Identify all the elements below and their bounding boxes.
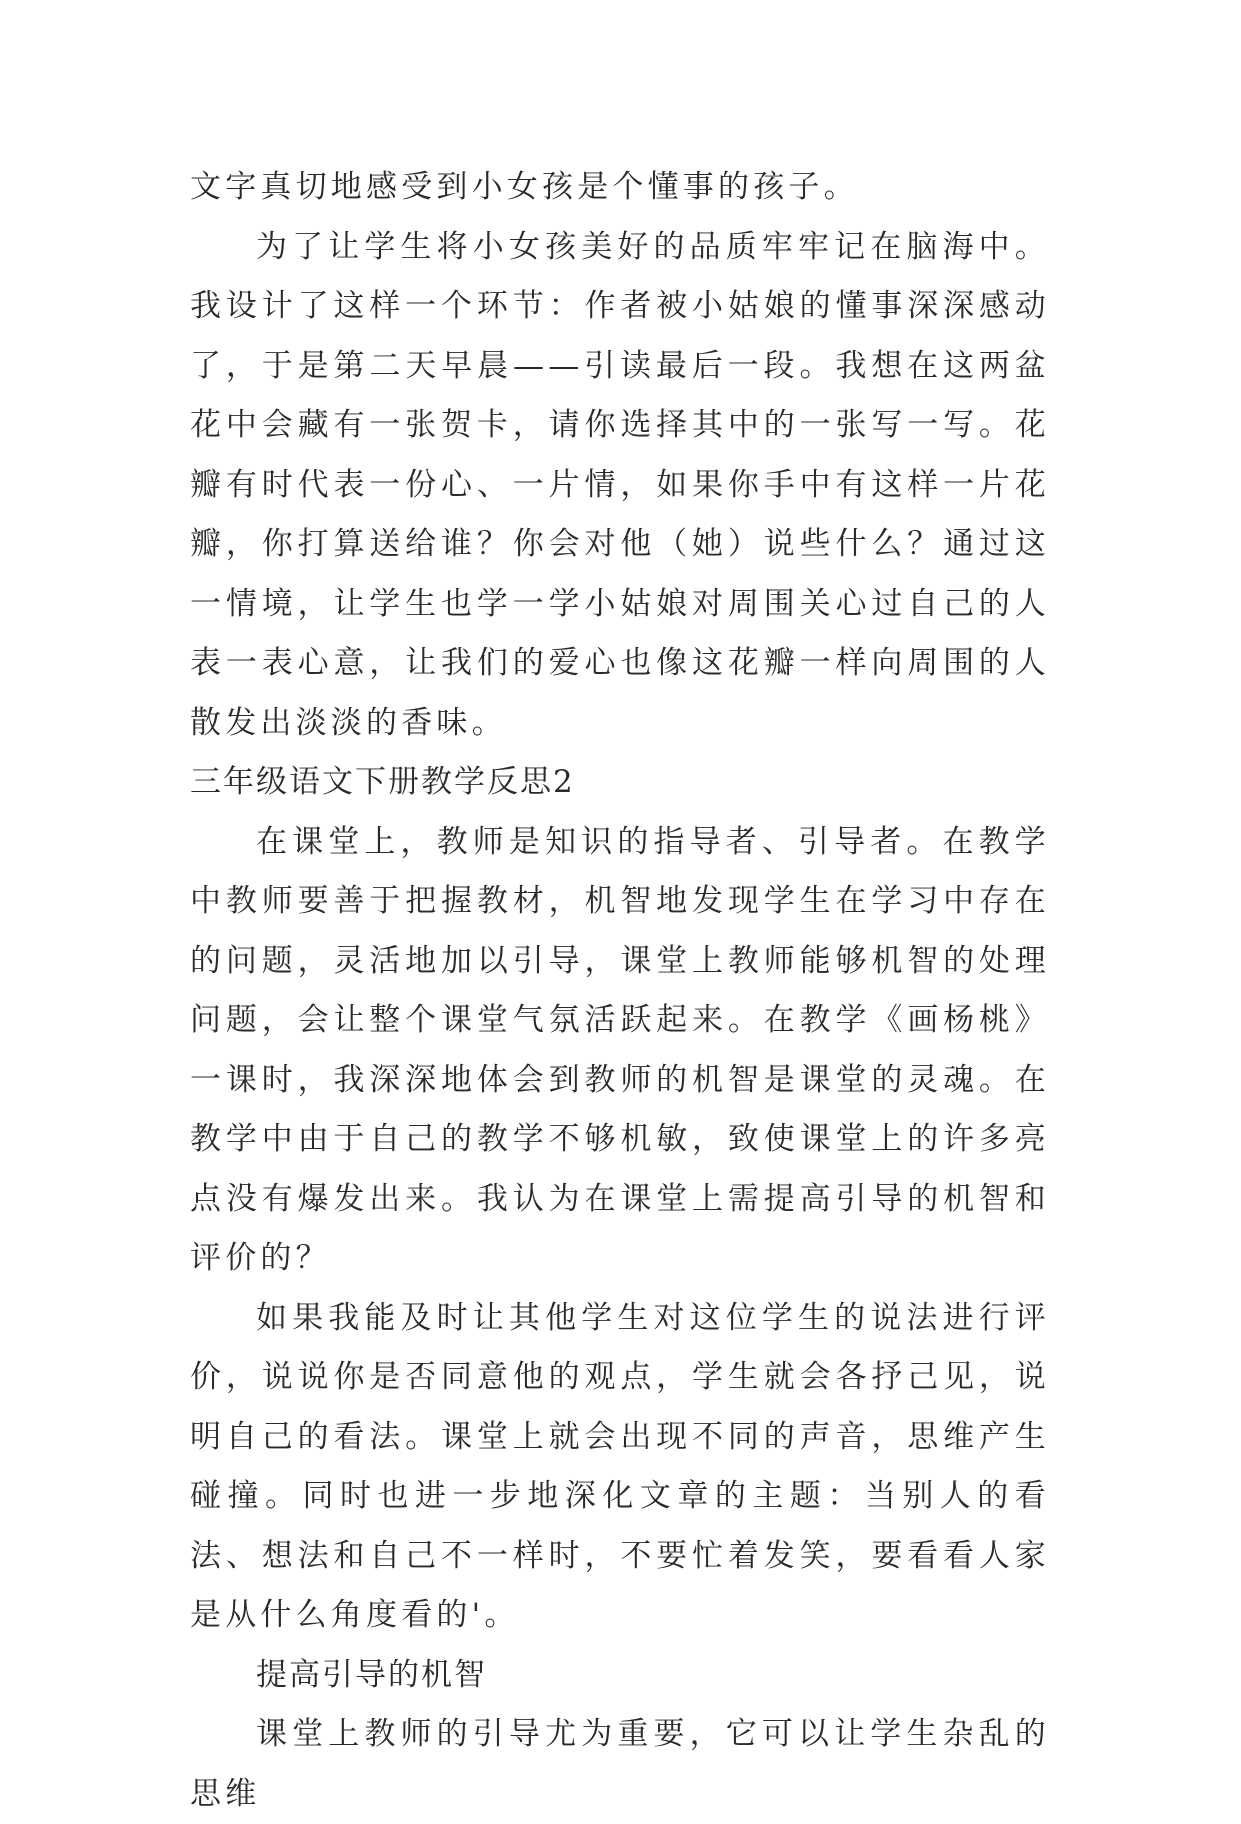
sub-heading: 提高引导的机智 [256, 1656, 487, 1693]
paragraph-body: 在课堂上，教师是知识的指导者、引导者。在教学中教师要善于把握教材，机智地发现学生在学习中存在的问题，灵活地加以引导，课堂上教师能够机智的处理问题，会让整个课堂气氛活跃起来。在教学《画杨桃》一课时，我深深地体会到教师的机智是课堂的灵魂。在教学中由于自己的教学不够机敏，致使课堂上的许多亮点没有爆发出来。我认为在课堂上需提高引导的机智和评价的？ [190, 823, 1050, 1276]
paragraph-continuation: 文字真切地感受到小女孩是个懂事的孩子。 [190, 169, 859, 205]
paragraph-body: 课堂上教师的引导尤为重要，它可以让学生杂乱的思维 [190, 1716, 1050, 1812]
section-heading: 三年级语文下册教学反思2 [190, 764, 575, 800]
paragraph-body: 如果我能及时让其他学生对这位学生的说法进行评价，说说你是否同意他的观点，学生就会各抒己见，说明自己的看法。课堂上就会出现不同的声音，思维产生碰撞。同时也进一步地深化文章的主题：当别人的看法、想法和自己不一样时，不要忙着发笑，要看看人家是从什么角度看的'。 [190, 1299, 1050, 1633]
paragraph-body: 为了让学生将小女孩美好的品质牢牢记在脑海中。我设计了这样一个环节：作者被小姑娘的懂事深深感动了，于是第二天早晨——引读最后一段。我想在这两盆花中会藏有一张贺卡，请你选择其中的一张写一写。花瓣有时代表一份心、一片情，如果你手中有这样一片花瓣，你打算送给谁？你会对他（她）说些什么？通过这一情境，让学生也学一学小姑娘对周围关心过自己的人表一表心意，让我们的爱心也像这花瓣一样向周围的人散发出淡淡的香味。 [190, 228, 1050, 741]
document-body [190, 158, 1050, 1824]
